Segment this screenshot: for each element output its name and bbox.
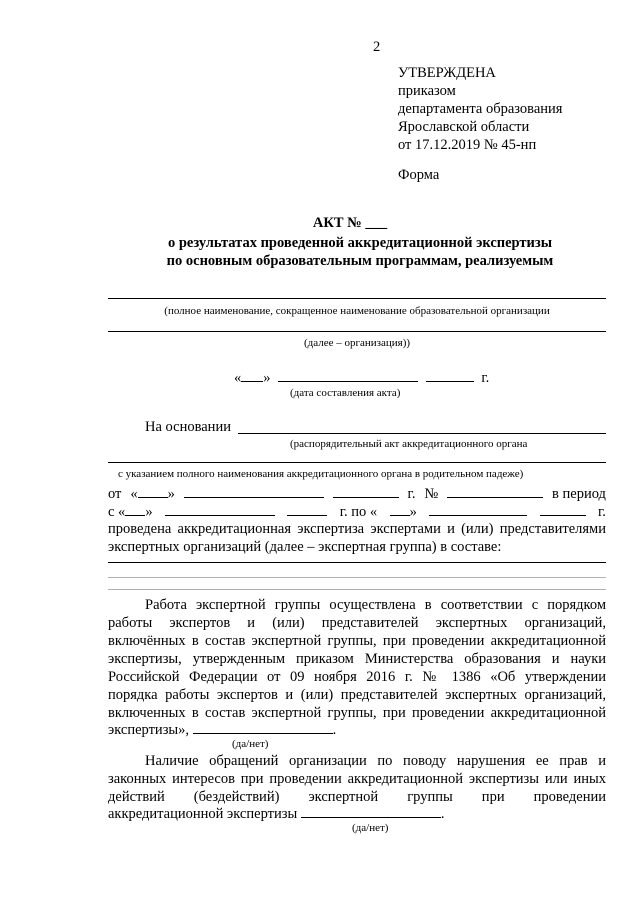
expertise-line-1: проведена аккредитационная экспертиза экспертами и (или) представителями bbox=[108, 521, 606, 537]
para1-line-5: Российской Федерации от 09 ноября 2016 г. № 1386 «Об утверждении bbox=[108, 669, 606, 685]
date-year-blank bbox=[426, 368, 474, 382]
approval-line-1: УТВЕРЖДЕНА bbox=[398, 65, 496, 81]
period-end-year-blank bbox=[540, 502, 586, 516]
para1-line-4: экспертизы, утвержденным приказом Министерства образования и науки bbox=[108, 651, 606, 667]
period-day-blank bbox=[138, 484, 168, 498]
para1-line-7: включенных в состав экспертной группы, при проведении аккредитационной bbox=[108, 705, 606, 721]
para1-line-2: работы экспертов и (или) представителей экспертных организаций, bbox=[108, 615, 606, 631]
org-hint-1: (полное наименование, сокращенное наименование образовательной организации bbox=[164, 305, 550, 317]
basis-hint-1: (распорядительный акт аккредитационного органа bbox=[290, 438, 528, 450]
para1-line-1: Работа экспертной группы осуществлена в соответствии с порядком bbox=[145, 597, 606, 613]
date-hint: (дата составления акта) bbox=[290, 387, 401, 399]
approval-line-5: от 17.12.2019 № 45-нп bbox=[398, 137, 537, 153]
para1-answer-blank bbox=[193, 720, 333, 734]
period-year: г. bbox=[407, 486, 416, 502]
date-close-quote: » bbox=[263, 370, 271, 386]
para1-hint: (да/нет) bbox=[232, 738, 269, 750]
period-start-day-blank bbox=[125, 502, 145, 516]
para1-tail: экспертизы», . bbox=[108, 722, 337, 738]
basis-line-1 bbox=[238, 433, 606, 434]
act-title: АКТ № ___ bbox=[312, 215, 388, 231]
date-open-quote: « bbox=[234, 370, 242, 386]
period-month-blank bbox=[184, 484, 324, 498]
expert-group-line-2 bbox=[108, 577, 606, 578]
period-close-quote: » bbox=[167, 486, 175, 502]
period-from: от bbox=[108, 486, 122, 502]
page-number: 2 bbox=[373, 39, 381, 55]
basis-line-2 bbox=[108, 462, 606, 463]
approval-line-3: департамента образования bbox=[398, 101, 563, 117]
para1-line-6: порядка работы экспертов и (или) представителей экспертных организаций, bbox=[108, 687, 606, 703]
approval-line-4: Ярославской области bbox=[398, 119, 530, 135]
basis-label: На основании bbox=[145, 419, 231, 435]
period-line-2 bbox=[108, 502, 606, 521]
para2-line-2: законных интересов при проведении аккредитационной экспертизы или иных bbox=[108, 771, 606, 787]
para2-line-3: действий (бездействий) экспертной группы при проведении bbox=[108, 789, 606, 805]
period-g-end: г. bbox=[598, 504, 606, 520]
form-label: Форма bbox=[398, 167, 440, 183]
period-end-close-quote: » bbox=[409, 504, 417, 520]
approval-line-2: приказом bbox=[398, 83, 456, 99]
org-name-line-1 bbox=[108, 298, 606, 299]
para2-tail-text: аккредитационной экспертизы bbox=[108, 806, 298, 822]
period-end-month-blank bbox=[429, 502, 527, 516]
basis-hint-2: с указанием полного наименования аккредитационного органа в родительном падеже) bbox=[118, 468, 524, 480]
period-end-day-blank bbox=[390, 502, 410, 516]
act-subtitle-2: по основным образовательным программам, реализуемым bbox=[166, 253, 554, 269]
act-subtitle-1: о результатах проведенной аккредитационной экспертизы bbox=[167, 235, 553, 251]
period-line-1 bbox=[108, 484, 606, 503]
period-start-month-blank bbox=[165, 502, 275, 516]
period-in-period: в период bbox=[552, 486, 606, 502]
para2-line-1: Наличие обращений организации по поводу нарушения ее прав и bbox=[145, 753, 606, 769]
period-g-po: г. по « bbox=[339, 504, 378, 520]
expertise-line-2: экспертных организаций (далее – экспертная группа) в составе: bbox=[108, 539, 502, 555]
period-year-blank bbox=[333, 484, 399, 498]
date-day-blank bbox=[241, 368, 263, 382]
period-number-blank bbox=[447, 484, 543, 498]
para2-tail: аккредитационной экспертизы . bbox=[108, 806, 445, 822]
org-hint-2: (далее – организация)) bbox=[303, 337, 411, 349]
date-year-suffix: г. bbox=[481, 370, 490, 386]
expert-group-line-3 bbox=[108, 589, 606, 590]
period-s-quote: с « bbox=[108, 504, 126, 520]
date-line bbox=[234, 368, 489, 387]
period-start-close-quote: » bbox=[145, 504, 153, 520]
date-month-blank bbox=[278, 368, 418, 382]
para1-line-3: включённых в состав экспертной группы, при проведении аккредитационной bbox=[108, 633, 606, 649]
org-name-line-2 bbox=[108, 331, 606, 332]
period-number-sign: № bbox=[424, 486, 439, 502]
period-start-year-blank bbox=[287, 502, 327, 516]
para1-tail-text: экспертизы», bbox=[108, 722, 190, 738]
para2-answer-blank bbox=[301, 804, 441, 818]
period-open-quote: « bbox=[130, 486, 138, 502]
para2-hint: (да/нет) bbox=[352, 822, 389, 834]
expert-group-line-1 bbox=[108, 562, 606, 563]
